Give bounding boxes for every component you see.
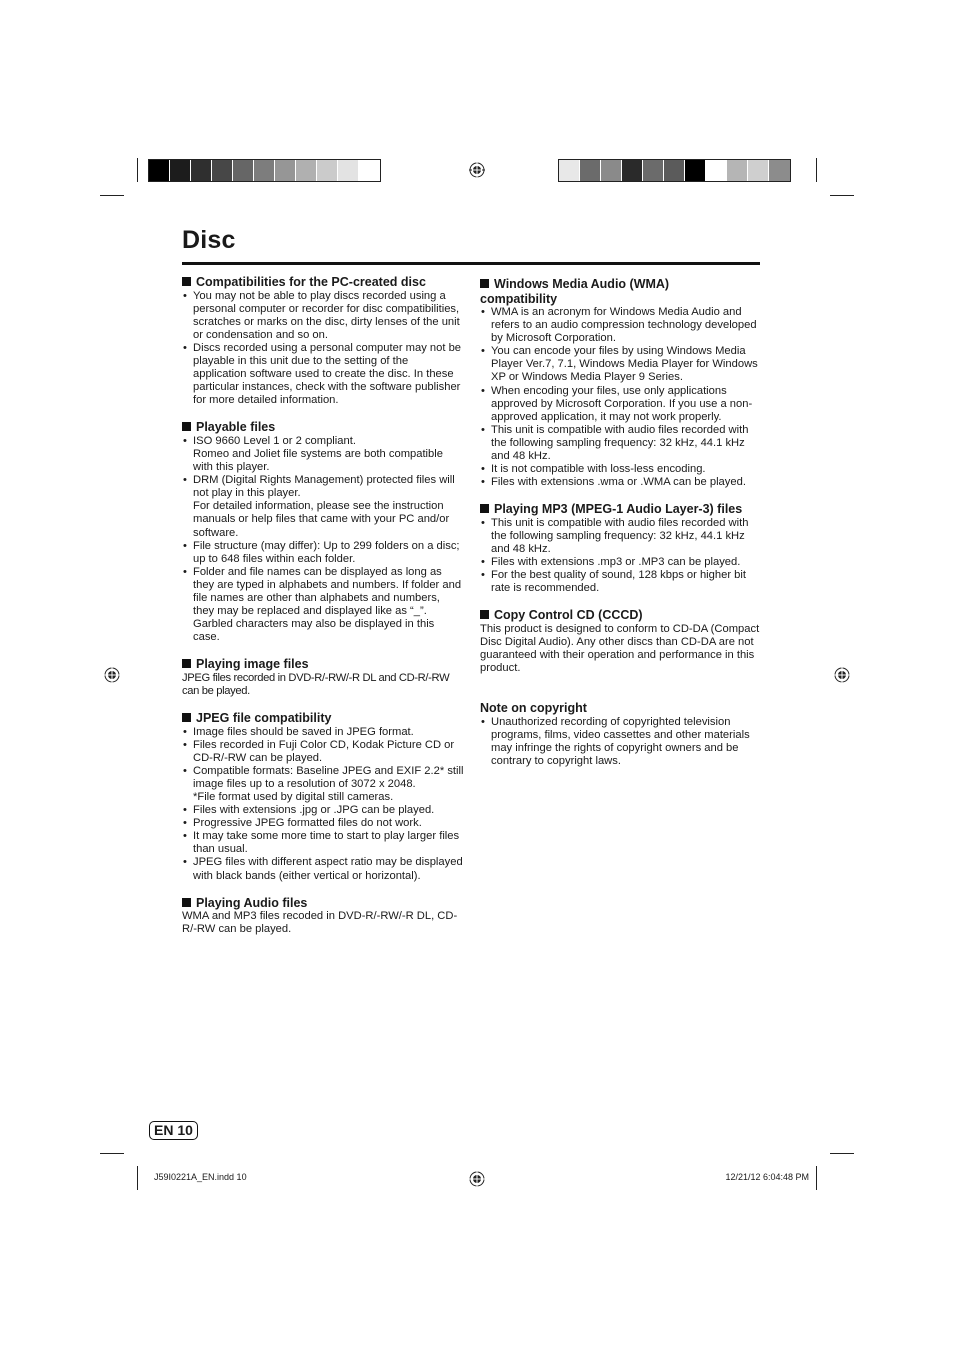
list-item: • You may not be able to play discs recorded using a personal computer or recorder for disc compatibilities, scratches or marks on the disc, dirty lenses of the unit or condensation and so on. bbox=[182, 290, 464, 342]
list-item: • WMA is an acronym for Windows Media Audio and refers to an audio compression technology developed by Microsoft Corporation. bbox=[480, 306, 762, 345]
list-item: • This unit is compatible with audio files recorded with the following sampling frequency: 32 kHz, 44.1 kHz and 48 kHz. bbox=[480, 517, 762, 556]
square-bullet-icon bbox=[182, 713, 191, 722]
list-item: • Image files should be saved in JPEG format. bbox=[182, 726, 464, 739]
section-heading: Playing image files bbox=[182, 657, 464, 672]
color-swatch bbox=[359, 160, 380, 181]
list-item: • It may take some more time to start to play larger files than usual. bbox=[182, 830, 464, 856]
color-swatch bbox=[275, 160, 296, 181]
registration-mark-icon bbox=[469, 162, 485, 178]
square-bullet-icon bbox=[182, 277, 191, 286]
color-swatch bbox=[664, 160, 685, 181]
paragraph: JPEG files recorded in DVD-R/-RW/-R DL and CD-R/-RW can be played. bbox=[182, 671, 450, 697]
color-swatch bbox=[685, 160, 706, 181]
square-bullet-icon bbox=[480, 504, 489, 513]
section-jpeg-compat bbox=[182, 711, 464, 883]
color-swatch bbox=[317, 160, 338, 181]
left-column bbox=[182, 275, 464, 949]
color-swatch bbox=[233, 160, 254, 181]
section-cccd bbox=[480, 608, 762, 675]
list-item: • Files with extensions .mp3 or .MP3 can be played. bbox=[480, 556, 762, 569]
list-item: • Files recorded in Fuji Color CD, Kodak Picture CD or CD-R/-RW can be played. bbox=[182, 739, 464, 765]
list-item: • Files with extensions .wma or .WMA can be played. bbox=[480, 476, 762, 489]
color-swatch bbox=[748, 160, 769, 181]
page-number: EN 10 bbox=[149, 1121, 198, 1140]
bullet-list bbox=[480, 517, 762, 596]
section-image-files bbox=[182, 657, 464, 698]
list-item: • When encoding your files, use only applications approved by Microsoft Corporation. If you use a non-approved application, it may not work properly. bbox=[480, 385, 762, 424]
color-swatch bbox=[149, 160, 170, 181]
square-bullet-icon bbox=[182, 422, 191, 431]
bullet-list bbox=[182, 726, 464, 883]
color-swatch bbox=[254, 160, 275, 181]
color-swatch bbox=[338, 160, 359, 181]
section-heading: JPEG file compatibility bbox=[182, 711, 464, 726]
list-item: • This unit is compatible with audio files recorded with the following sampling frequency: 32 kHz, 44.1 kHz and 48 kHz. bbox=[480, 424, 762, 463]
square-bullet-icon bbox=[182, 898, 191, 907]
section-playable-files bbox=[182, 420, 464, 644]
color-bar-left bbox=[148, 159, 381, 182]
section-heading: Playing MP3 (MPEG-1 Audio Layer-3) files bbox=[480, 502, 762, 517]
registration-mark-icon bbox=[834, 667, 850, 683]
list-item: • Discs recorded using a personal computer may not be playable in this unit due to the setting of the application software used to create the disc. In these particular instances, check with the software publisher for more detailed information. bbox=[182, 342, 464, 407]
bullet-list bbox=[480, 306, 762, 489]
color-swatch bbox=[296, 160, 317, 181]
list-item: • Files with extensions .jpg or .JPG can be played. bbox=[182, 804, 464, 817]
color-swatch bbox=[212, 160, 233, 181]
section-copyright bbox=[480, 701, 762, 768]
color-bar-right bbox=[558, 159, 791, 182]
color-swatch bbox=[601, 160, 622, 181]
list-item: • ISO 9660 Level 1 or 2 compliant. Romeo and Joliet file systems are both compatible with this player. bbox=[182, 435, 464, 474]
section-heading: Copy Control CD (CCCD) bbox=[480, 608, 762, 623]
list-item: • Folder and file names can be displayed as long as they are typed in alphabets and numbers. If folder and file names are other than alphabets and numbers, they may be replaced and displayed like as “_”. Garbled characters may also be displayed in this case. bbox=[182, 566, 464, 645]
color-swatch bbox=[706, 160, 727, 181]
paragraph: WMA and MP3 files recoded in DVD-R/-RW/-R DL, CD-R/-RW can be played. bbox=[182, 910, 458, 936]
section-audio-files bbox=[182, 896, 464, 937]
color-swatch bbox=[643, 160, 664, 181]
bullet-list bbox=[182, 290, 464, 408]
color-swatch bbox=[727, 160, 748, 181]
list-item: • Progressive JPEG formatted files do not work. bbox=[182, 817, 464, 830]
color-swatch bbox=[580, 160, 601, 181]
color-swatch bbox=[622, 160, 643, 181]
crop-mark bbox=[100, 1153, 124, 1154]
list-item: • JPEG files with different aspect ratio may be displayed with black bands (either vertical or horizontal). bbox=[182, 856, 464, 882]
section-wma-compat bbox=[480, 277, 762, 489]
section-heading: Compatibilities for the PC-created disc bbox=[182, 275, 464, 290]
page-title: Disc bbox=[182, 226, 236, 254]
square-bullet-icon bbox=[480, 610, 489, 619]
section-heading: Playable files bbox=[182, 420, 464, 435]
crop-mark bbox=[137, 158, 138, 182]
color-swatch bbox=[170, 160, 191, 181]
list-item: • You can encode your files by using Windows Media Player Ver.7, 7.1, Windows Media Player for Windows XP or Windows Media Player 9 Series. bbox=[480, 345, 762, 384]
paragraph: This product is designed to conform to CD-DA (Compact Disc Digital Audio). Any other discs than CD-DA are not guaranteed with their operation and performance in this product. bbox=[480, 622, 760, 675]
list-item: • Compatible formats: Baseline JPEG and EXIF 2.2* still image files up to a resolution of 3072 x 2048. *File format used by digital still cameras. bbox=[182, 765, 464, 804]
list-item: • Unauthorized recording of copyrighted television programs, films, video cassettes and other materials may infringe the rights of copyright owners and be contrary to copyright laws. bbox=[480, 716, 762, 768]
color-swatch bbox=[769, 160, 790, 181]
color-swatch bbox=[559, 160, 580, 181]
crop-mark bbox=[816, 158, 817, 182]
registration-mark-icon bbox=[469, 1171, 485, 1187]
crop-mark bbox=[816, 1166, 817, 1190]
crop-mark bbox=[830, 195, 854, 196]
footer-timestamp: 12/21/12 6:04:48 PM bbox=[725, 1172, 809, 1182]
footer-filename: J59I0221A_EN.indd 10 bbox=[154, 1172, 247, 1182]
section-mp3-files bbox=[480, 502, 762, 595]
title-rule bbox=[182, 262, 760, 265]
section-pc-compat bbox=[182, 275, 464, 407]
section-heading: Playing Audio files bbox=[182, 896, 464, 911]
square-bullet-icon bbox=[480, 279, 489, 288]
list-item: • For the best quality of sound, 128 kbps or higher bit rate is recommended. bbox=[480, 569, 762, 595]
list-item: • It is not compatible with loss-less encoding. bbox=[480, 463, 762, 476]
color-swatch bbox=[191, 160, 212, 181]
list-item: • File structure (may differ): Up to 299 folders on a disc; up to 648 files within each folder. bbox=[182, 540, 464, 566]
crop-mark bbox=[137, 1166, 138, 1190]
right-column bbox=[480, 277, 762, 781]
bullet-list bbox=[182, 435, 464, 645]
section-heading: Windows Media Audio (WMA) compatibility bbox=[480, 277, 670, 306]
crop-mark bbox=[100, 195, 124, 196]
crop-mark bbox=[830, 1153, 854, 1154]
bullet-list bbox=[480, 716, 762, 768]
registration-mark-icon bbox=[104, 667, 120, 683]
square-bullet-icon bbox=[182, 659, 191, 668]
list-item: • DRM (Digital Rights Management) protected files will not play in this player. For detailed information, please see the instruction manuals or help files that came with your PC and/or software. bbox=[182, 474, 464, 539]
section-heading: Note on copyright bbox=[480, 701, 587, 716]
